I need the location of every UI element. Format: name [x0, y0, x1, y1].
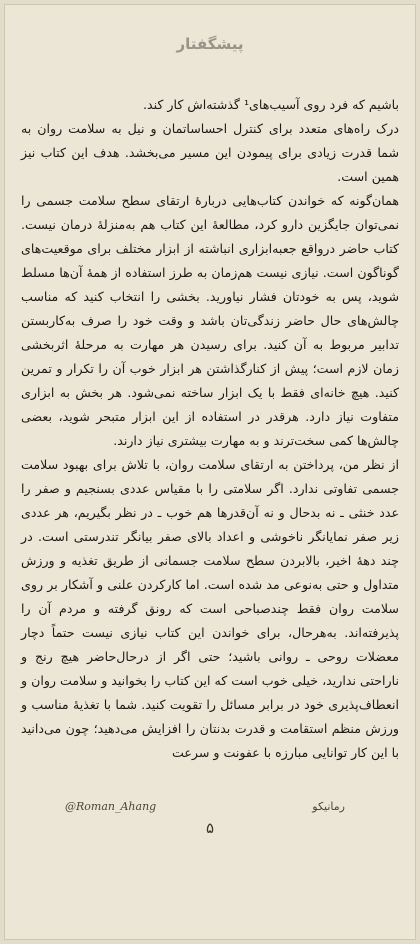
page-title: پیشگفتار [176, 35, 244, 53]
paragraph: از نظر من، پرداختن به ارتقای سلامت روان، با تلاش برای بهبود سلامت جسمی تفاوتی ندارد. اگر سلامتی را با مقیاس عددی بسنجیم و صفر را عدد خنثی ـ نه بدحال و نه آن‌قدرها هم خوب ـ در نظر بگیریم، هر عددی زیر صفر نمایانگر ناخوشی و اعداد بالای صفر بیانگر تندرستی است. در چند دههٔ اخیر، بالابردن سطح سلامت جسمانی از طریق تغذیه و ورزش متداول و حتی به‌نوعی مد شده است. اما کارکردن علنی و آشکار بر روی سلامت روان فقط چندصباحی است که رونق گرفته و مردم آن را پذیرفته‌اند. به‌هرحال، برای خواندن این کتاب نیازی نیست حتماً دچار معضلات روحی ـ روانی باشید؛ حتی اگر از درحال‌حاضر هیچ رنج و ناراحتی ندارید، خیلی خوب است که این کتاب را بخوانید و سلامت روان و انعطاف‌پذیری خود در برابر مسائل را تقویت کنید. شما با تغذیهٔ مناسب و ورزش منظم استقامت و قدرت بدنتان را افزایش می‌دهید؛ چون می‌دانید با این کار توانایی مبارزه با عفونت و سرعت [21, 457, 399, 760]
footer-brand: رمانیکو [312, 800, 345, 813]
paragraph: درک راه‌های متعدد برای کنترل احساساتمان و نیل به سلامت روان به شما قدرت زیادی برای پیمودن این مسیر می‌بخشد. هدف این کتاب نیز همین است. [21, 121, 399, 184]
page-number: ۵ [205, 819, 215, 837]
body-text [21, 93, 399, 765]
document-page [4, 4, 416, 940]
paragraph: همان‌گونه که خواندن کتاب‌هایی درباره‌ٔ ارتقای سطح سلامت جسمی را نمی‌توان جایگزین دارو کرد، مطالعه‌ٔ این کتاب هم به‌منزله‌ٔ درمان نیست. کتاب حاضر درواقع جعبه‌ابزاری انباشته از ابزار مختلف برای موقعیت‌های گوناگون است. نیازی نیست هم‌زمان به طرز استفاده از همهٔ آن‌ها مسلط شوید، پس به خودتان فشار نیاورید. بخشی را انتخاب کنید که مناسب چالش‌های حال حاضر زندگی‌تان باشد و وقت خود را صرف به‌کاربستن تدابیر مربوط به آن کنید. برای رسیدن هر مهارت به مرحلهٔ اثربخشی زمان لازم است؛ پیش از کنارگذاشتن هر ابزار خوب آن را تکرار و تمرین کنید. هیچ خانه‌ای فقط با یک ابزار ساخته نمی‌شود. هر بخش به ابزاری متفاوت نیاز دارد. هرقدر در استفاده از این ابزار متبحر شوید، بعضی چالش‌ها کمی سخت‌ترند و به مهارت بیشتری نیاز دارند. [21, 193, 399, 448]
footer-channel-handle: @Roman_Ahang [65, 800, 157, 813]
paragraph: باشیم که فرد روی آسیب‌های¹ گذشته‌اش کار کند. [143, 97, 399, 112]
